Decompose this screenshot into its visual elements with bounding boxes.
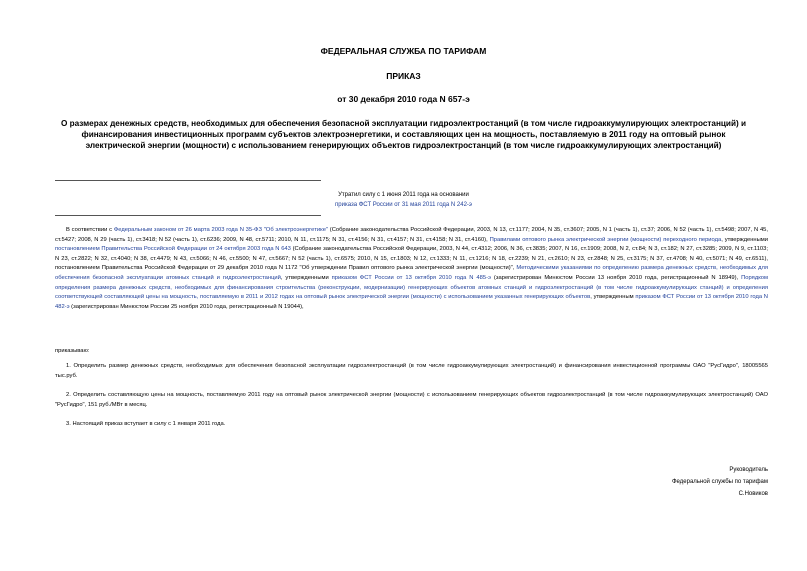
preamble-text-2: (Собрание законодательства Российской Федерации, 2003, N 13, ст.1177; 2004, N 35, ст.3607; 2005, N 1 (часть 1), ст.37; 2006, N 52 (часть 1), ст.5498; 2007, N 45, ст.5427; 2008, N 29 (часть 1), ст.3418; N 52 (часть 1), ст.6236; 2009, N 48, ст.5711; 2010, N 11, ст.1175; N 31, ст.4156; N 31, ст.4157; N 31, ст.4158; N 31, ст.4160), — [55, 227, 768, 243]
order-item-1: 1. Определить размер денежных средств, необходимых для обеспечения безопасной эксплуатации гидроэлектростанций (в том числе гидроаккумулирующих электростанций) и финансирования инвестиционной программы ОАО "РусГидро", 18005565 тыс.руб. — [55, 363, 768, 379]
repeal-note-link-row — [55, 200, 752, 210]
federal-law-link[interactable]: Федеральным законом от 26 марта 2003 года N 35-ФЗ "Об электроэнергетике" — [113, 227, 328, 233]
signature-name: С.Новиков — [738, 491, 768, 497]
agency-name: ФЕДЕРАЛЬНАЯ СЛУЖБА ПО ТАРИФАМ — [320, 46, 487, 56]
preamble-text-3: , утвержденными — [721, 236, 768, 243]
fst-order-485-link[interactable]: приказом ФСТ России от 13 октября 2010 года N 485-э — [331, 274, 491, 281]
government-decree-643-link[interactable]: постановлением Правительства Российской Федерации от 24 октября 2003 года N 643 — [55, 246, 291, 253]
repeal-order-link[interactable]: приказа ФСТ России от 31 мая 2011 года N 242-э — [335, 202, 472, 208]
preamble-text-5: , утвержденными — [280, 274, 332, 281]
procedure-link[interactable]: Порядком определения размера денежных средств, необходимых для финансирования строительства (реконструкции, модернизации) генерирующих объектов атомных станций и гидроэлектростанций (в том числе гидроаккумулирующих станций) и определения соответствующей составляющей цены на мощность, поставляемую в 2011 и 2012 годах на оптовый рынок электрической энергии (мощности) с использованием указанных генерирующих объектов — [55, 274, 769, 301]
preamble-text-7: , утвержденным — [590, 294, 636, 301]
fst-order-482-link[interactable]: приказом ФСТ России от 13 октября 2010 года N 482-э — [55, 294, 768, 310]
document-date-number: от 30 декабря 2010 года N 657-э — [337, 94, 470, 104]
preamble-text-4: (Собрание законодательства Российской Федерации, 2003, N 44, ст.4312; 2006, N 36, ст.3835; 2007, N 16, ст.1909; 2008, N 2, ст.84; N 3, ст.182; N 27, ст.3285; 2009, N 9, ст.1103; N 23, ст.2822; N 32, ст.4040; N 38, ст.4479; N 43, ст.5066; N 46, ст.5500; N 47, ст.5667; N 52 (часть 1), ст.6575; 2010, N 15, ст.1803; N 12, ст.1333; N 11, ст.1216; N 18, ст.2239; N 21, ст.2610; N 23, ст.2848; N 25, ст.3175; N 37, ст.4708; N 40, ст.5071; N 49, ст.6511), постановлением Правительства Российской Федерации от 29 декабря 2010 года N 1172 "Об утверждении Правил оптового рынка электрической энергии (мощности)", — [55, 246, 768, 272]
wholesale-market-rules-link[interactable]: Правилами оптового рынка электрической энергии (мощности) переходного периода — [489, 236, 722, 243]
preamble-text-1: В соответствии с — [66, 227, 114, 233]
signature-position: Руководитель — [729, 467, 768, 473]
document-subject: О размерах денежных средств, необходимых для обеспечения безопасной эксплуатации гидроэлектростанций (в том числе гидроаккумулирующих электростанций) и финансирования инвестиционных программ субъектов электроэнергетики, и составляющих цен на мощность, поставляемую в 2011 году на оптовый рынок электрической энергии (мощности) с использованием генерирующих объектов гидроэлектростанций (в том числе гидроаккумулирующих электростанций) — [60, 119, 747, 150]
preamble-text-6: (зарегистрирован Минюстом России 13 ноября 2010 года, регистрационный N 18949), — [490, 274, 742, 281]
divider-top — [55, 180, 321, 181]
repeal-note-text: Утратил силу с 1 июня 2011 года на основании — [338, 192, 469, 198]
preamble-paragraph — [55, 226, 768, 312]
divider-bottom — [55, 215, 321, 216]
order-item-3: 3. Настоящий приказ вступает в силу с 1 января 2011 года. — [66, 421, 226, 427]
document-type: ПРИКАЗ — [386, 71, 421, 81]
signature-organization: Федеральной службы по тарифам — [672, 479, 768, 485]
order-item-2: 2. Определить составляющую цены на мощность, поставляемую 2011 году на оптовый рынок электрической энергии (мощности) с использованием генерирующих объектов гидроэлектростанций (в том числе гидроаккумулирующих электростанций) ОАО "РусГидро", 151 руб./МВт в месяц. — [55, 392, 768, 408]
orders-word: приказываю: — [55, 348, 90, 354]
methodical-guidelines-link[interactable]: Методическими указаниями по определению размера денежных средств, необходимых для обеспечения безопасной эксплуатации атомных станций и гидроэлектростанций — [55, 265, 768, 281]
preamble-text-8: (зарегистрирован Минюстом России 25 ноября 2010 года, регистрационный N 19044), — [69, 303, 304, 310]
